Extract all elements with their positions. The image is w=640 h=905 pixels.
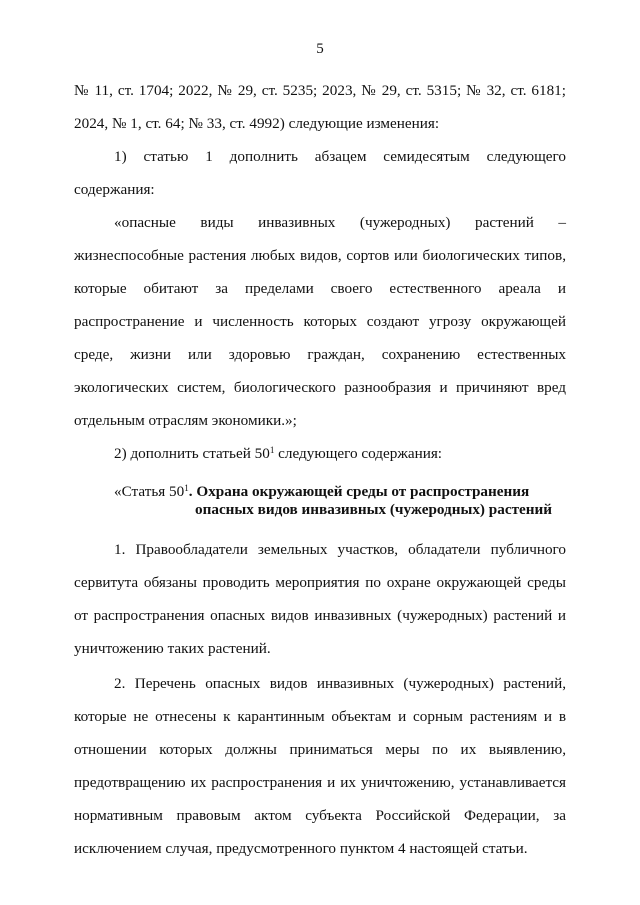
paragraph-definition: «опасные виды инвазивных (чужеродных) растений – жизнеспособные растения любых видов, сортов или биологических типов, которые обитают за пределами своего естественного ареала и распространение и численность которых создают угрозу окружающей среде, жизни или здоровью граждан, сохранению естественных экологических систем, биологического разнообразия и причиняют вред отдельным отраслям экономики.»;: [74, 214, 566, 429]
page-number: 5: [316, 41, 324, 57]
paragraph-item-2: [74, 437, 566, 470]
paragraph-references: № 11, ст. 1704; 2022, № 29, ст. 5235; 2023, № 29, ст. 5315; № 32, ст. 6181; 2024, № 1, ст. 64; № 33, ст. 4992) следующие изменения:: [74, 82, 566, 132]
article-prefix: «Статья 50: [114, 483, 185, 500]
item-2-text-end: следующего содержания:: [274, 445, 443, 462]
article-title-line-1: . Охрана окружающей среды от распространения: [188, 483, 530, 500]
item-2-text: 2) дополнить статьей 50: [114, 445, 270, 462]
article-superscript: 1: [184, 482, 189, 493]
document-body: [74, 74, 566, 865]
article-paragraph-1: 1. Правообладатели земельных участков, обладатели публичного сервитута обязаны проводить мероприятия по охране окружающей среды от распространения опасных видов инвазивных (чужеродных) растений и уничтожению таких растений.: [74, 541, 566, 657]
article-paragraph-2: 2. Перечень опасных видов инвазивных (чужеродных) растений, которые не отнесены к карантинным объектам и сорным растениям и в отношении которых должны приниматься меры по их выявлению, предотвращению их распространения и их уничтожению, устанавливается нормативным правовым актом субъекта Российской Федерации, за исключением случая, предусмотренного пунктом 4 настоящей статьи.: [74, 675, 566, 857]
article-heading: [114, 483, 566, 519]
paragraph-item-1: 1) статью 1 дополнить абзацем семидесятым следующего содержания:: [74, 148, 566, 198]
item-2-superscript: 1: [269, 444, 275, 455]
article-title-line-2: опасных видов инвазивных (чужеродных) растений: [195, 501, 553, 518]
